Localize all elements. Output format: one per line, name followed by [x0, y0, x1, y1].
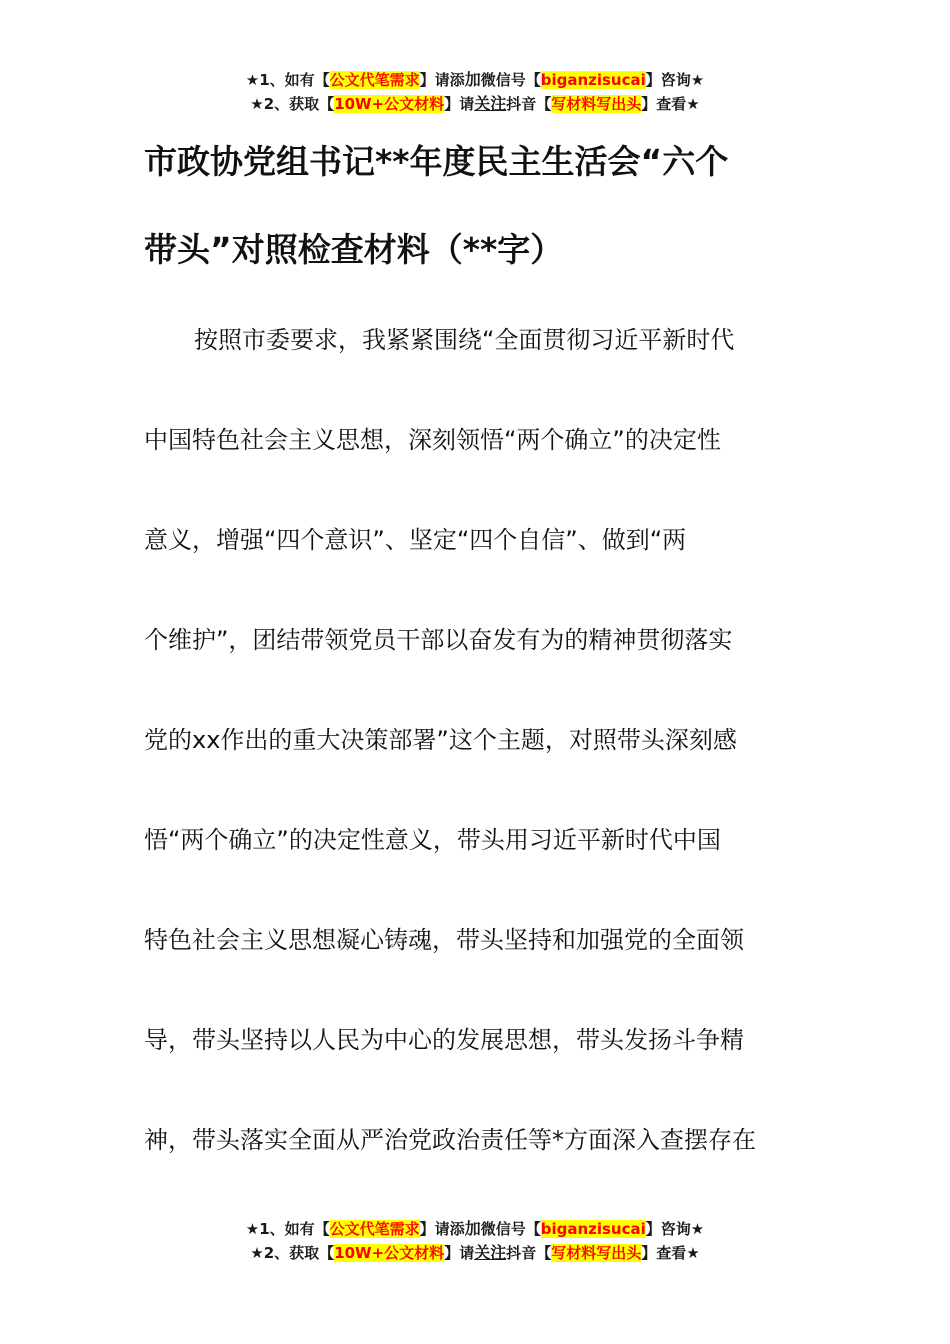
document-body — [144, 306, 824, 1206]
banner-text: ★2、获取【 — [250, 95, 335, 113]
banner-highlight-douyin: 写材料写出头 — [551, 1244, 642, 1262]
banner-text: 微信号【 — [480, 71, 541, 89]
banner-text: 】查看★ — [641, 95, 700, 113]
banner-text: ★1、如有【 — [245, 71, 330, 89]
body-line: 悟“两个确立”的决定性意义，带头用习近平新时代中国 — [144, 826, 721, 854]
banner-highlight-materials: 10W+公文材料 — [334, 1244, 445, 1262]
banner-line-2 — [0, 1241, 950, 1265]
banner-text: 】请 — [444, 1244, 475, 1262]
banner-text: 】查看★ — [641, 1244, 700, 1262]
title-line: 带头”对照检查材料（**字） — [144, 230, 564, 269]
banner-highlight-wechat-id: biganzisucai — [540, 1220, 646, 1238]
banner-line-1 — [0, 1217, 950, 1241]
body-line: 个维护”，团结带领党员干部以奋发有为的精神贯彻落实 — [144, 626, 733, 654]
body-line: 党的xx作出的重大决策部署”这个主题，对照带头深刻感 — [144, 726, 737, 754]
banner-text: 抖音【 — [506, 95, 552, 113]
banner-highlight-materials: 10W+公文材料 — [334, 95, 445, 113]
banner-text: 抖音【 — [506, 1244, 552, 1262]
bottom-banner — [0, 1217, 950, 1265]
body-line: 中国特色社会主义思想，深刻领悟“两个确立”的决定性 — [144, 426, 721, 454]
banner-text: 】咨询★ — [645, 71, 705, 89]
top-banner — [0, 68, 950, 116]
title-line: 市政协党组书记**年度民主生活会“六个 — [144, 142, 729, 181]
body-line: 导，带头坚持以人民为中心的发展思想，带头发扬斗争精 — [144, 1026, 744, 1054]
document-title — [144, 118, 824, 294]
body-line: 按照市委要求，我紧紧围绕“全面贯彻习近平新时代 — [194, 326, 735, 354]
banner-highlight-service: 公文代笔需求 — [329, 71, 420, 89]
banner-text: ★1、如有【 — [245, 1220, 330, 1238]
banner-line-1 — [0, 68, 950, 92]
body-line: 神，带头落实全面从严治党政治责任等*方面深入查摆存在 — [144, 1126, 756, 1154]
body-line: 意义，增强“四个意识”、坚定“四个自信”、做到“两 — [144, 526, 687, 554]
banner-emphasis: 关注 — [474, 1243, 507, 1262]
banner-emphasis: 关注 — [474, 94, 507, 113]
banner-highlight-wechat-id: biganzisucai — [540, 71, 646, 89]
body-line: 特色社会主义思想凝心铸魂，带头坚持和加强党的全面领 — [144, 926, 744, 954]
banner-emphasis: 加 — [464, 1219, 481, 1238]
banner-text: 微信号【 — [480, 1220, 541, 1238]
banner-highlight-douyin: 写材料写出头 — [551, 95, 642, 113]
banner-text: 】请添 — [419, 1220, 465, 1238]
banner-line-2 — [0, 92, 950, 116]
banner-highlight-service: 公文代笔需求 — [329, 1220, 420, 1238]
banner-text: 】请添 — [419, 71, 465, 89]
banner-text: ★2、获取【 — [250, 1244, 335, 1262]
banner-emphasis: 加 — [464, 70, 481, 89]
banner-text: 】咨询★ — [645, 1220, 705, 1238]
banner-text: 】请 — [444, 95, 475, 113]
